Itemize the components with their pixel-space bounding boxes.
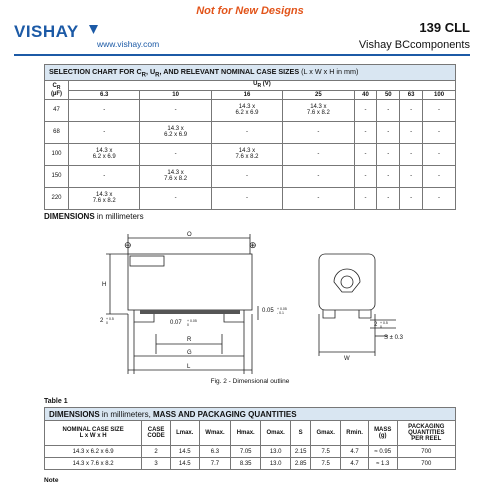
case-size-cell: -: [140, 187, 211, 209]
voltage-header: 40: [354, 90, 377, 99]
table-cell: 6.3: [199, 446, 231, 458]
selection-chart-table: [44, 64, 456, 210]
case-size-cell: 14.3 x 7.6 x 8.2: [211, 143, 282, 165]
label-s: S ± 0.3: [384, 335, 403, 341]
case-size-cell: -: [69, 165, 140, 187]
case-size-cell: -: [423, 99, 456, 121]
case-size-cell: -: [354, 143, 377, 165]
case-size-cell: -: [354, 165, 377, 187]
label-two-right: 2: [374, 322, 378, 328]
header-rule: [14, 54, 470, 56]
label-l: L: [187, 364, 191, 370]
case-size-cell: -: [423, 165, 456, 187]
case-size-cell: -: [400, 99, 423, 121]
case-size-cell: -: [377, 165, 400, 187]
not-for-new-designs-notice: Not for New Designs: [196, 5, 304, 17]
case-size-cell: -: [283, 165, 354, 187]
case-size-cell: -: [140, 99, 211, 121]
case-size-cell: -: [140, 143, 211, 165]
note-label: Note: [44, 477, 59, 484]
case-size-cell: -: [377, 143, 400, 165]
voltage-header: 16: [211, 90, 282, 99]
table-row: [45, 165, 456, 187]
table-row: [45, 143, 456, 165]
case-size-cell: -: [283, 121, 354, 143]
table1-label: Table 1: [44, 398, 68, 405]
table-cell: 7.05: [231, 446, 261, 458]
column-header: Rmin.: [341, 421, 369, 446]
column-header: MASS (g): [368, 421, 397, 446]
case-size-cell: 14.3 x 7.6 x 8.2: [283, 99, 354, 121]
minus-terminal-icon: ⊖: [124, 240, 132, 250]
case-size-cell: -: [211, 165, 282, 187]
label-r: R: [187, 337, 192, 343]
column-header: S: [291, 421, 311, 446]
label-g: G: [187, 350, 192, 356]
case-size-cell: -: [283, 187, 354, 209]
case-size-cell: -: [423, 121, 456, 143]
case-size-cell: 14.3 x 6.2 x 6.9: [211, 99, 282, 121]
case-size-cell: 14.3 x 6.2 x 6.9: [69, 143, 140, 165]
table-cell: 13.0: [261, 458, 291, 470]
document-title: 139 CLL: [419, 20, 470, 35]
case-size-cell: -: [377, 99, 400, 121]
case-size-cell: -: [283, 143, 354, 165]
table-cell: 8.35: [231, 458, 261, 470]
table-cell: 7.5: [311, 458, 341, 470]
voltage-header: 100: [423, 90, 456, 99]
table-cell: 14.3 x 6.2 x 6.9: [45, 446, 142, 458]
table-cell: 14.5: [170, 446, 199, 458]
ur-header: $U_R$ (V): [69, 81, 456, 90]
label-007-tol: + 0.05 0: [187, 319, 197, 327]
table-cell: 14.3 x 7.6 x 8.2: [45, 458, 142, 470]
table-row: [45, 446, 456, 458]
dimensions-mass-title: DIMENSIONS in millimeters, MASS AND PACKAGING QUANTITIES: [45, 408, 456, 421]
case-size-cell: -: [69, 99, 140, 121]
column-header: Lmax.: [170, 421, 199, 446]
table-cell: 2: [142, 446, 171, 458]
vishay-logo-triangle-icon: [89, 25, 98, 35]
plus-terminal-icon: ⊕: [249, 240, 257, 250]
dimensions-mass-table: [44, 407, 456, 470]
case-size-cell: -: [354, 121, 377, 143]
label-two-right-tol: + 0.5 0: [380, 321, 388, 329]
case-size-cell: -: [377, 121, 400, 143]
table-cell: 2.15: [291, 446, 311, 458]
dimensional-outline-drawing: [44, 224, 456, 384]
table-row: [45, 121, 456, 143]
cr-value: 220: [45, 187, 69, 209]
table-cell: 7.7: [199, 458, 231, 470]
column-header: Hmax.: [231, 421, 261, 446]
table-cell: ≈ 1.3: [368, 458, 397, 470]
dimensions-heading: DIMENSIONS in millimeters: [44, 212, 144, 221]
case-size-cell: -: [423, 187, 456, 209]
cr-header: $C_R$ (µF): [45, 81, 69, 99]
table-cell: 3: [142, 458, 171, 470]
figure-caption: Fig. 2 - Dimensional outline: [210, 378, 290, 385]
table-cell: 14.5: [170, 458, 199, 470]
case-size-cell: 14.3 x 6.2 x 6.9: [140, 121, 211, 143]
case-size-cell: -: [211, 187, 282, 209]
column-header: Wmax.: [199, 421, 231, 446]
case-size-cell: -: [377, 187, 400, 209]
case-size-cell: -: [354, 99, 377, 121]
case-size-cell: -: [400, 187, 423, 209]
cr-value: 68: [45, 121, 69, 143]
case-size-cell: -: [400, 121, 423, 143]
table-cell: 4.7: [341, 446, 369, 458]
column-header: NOMINAL CASE SIZE L x W x H: [45, 421, 142, 446]
case-size-cell: -: [354, 187, 377, 209]
label-two-left: 2: [100, 318, 104, 324]
case-size-cell: 14.3 x 7.6 x 8.2: [140, 165, 211, 187]
label-005-tol: + 0.05 - 0.1: [277, 307, 287, 315]
label-o: O: [187, 232, 192, 238]
voltage-header: 6.3: [69, 90, 140, 99]
label-two-left-tol: + 0.5 0: [106, 317, 114, 325]
label-007: 0.07: [170, 320, 182, 326]
label-h: H: [102, 282, 107, 288]
table-cell: 700: [397, 458, 455, 470]
voltage-header: 10: [140, 90, 211, 99]
voltage-header: 25: [283, 90, 354, 99]
column-header: Omax.: [261, 421, 291, 446]
vishay-logo: VISHAY: [14, 22, 79, 41]
label-005: 0.05: [262, 308, 274, 314]
case-size-cell: -: [211, 121, 282, 143]
website-url[interactable]: www.vishay.com: [97, 39, 160, 49]
table-cell: 13.0: [261, 446, 291, 458]
voltage-header: 63: [400, 90, 423, 99]
table-cell: 2.85: [291, 458, 311, 470]
case-size-cell: -: [423, 143, 456, 165]
table-row: [45, 187, 456, 209]
case-size-cell: -: [69, 121, 140, 143]
column-header: PACKAGING QUANTITIES PER REEL: [397, 421, 455, 446]
label-w: W: [344, 356, 350, 362]
case-size-cell: -: [400, 165, 423, 187]
cr-value: 150: [45, 165, 69, 187]
cr-value: 100: [45, 143, 69, 165]
table-cell: ≈ 0.95: [368, 446, 397, 458]
column-header: CASE CODE: [142, 421, 171, 446]
cr-value: 47: [45, 99, 69, 121]
selection-chart-title: SELECTION CHART FOR $C_R$, $U_R$, AND RELEVANT NOMINAL CASE SIZES (L x W x H in mm): [45, 65, 456, 81]
voltage-header: 50: [377, 90, 400, 99]
table-row: [45, 99, 456, 121]
table-cell: 4.7: [341, 458, 369, 470]
case-size-cell: -: [400, 143, 423, 165]
table-cell: 7.5: [311, 446, 341, 458]
document-subtitle: Vishay BCcomponents: [358, 39, 470, 51]
case-size-cell: 14.3 x 7.6 x 8.2: [69, 187, 140, 209]
table-cell: 700: [397, 446, 455, 458]
table-row: [45, 458, 456, 470]
column-header: Gmax.: [311, 421, 341, 446]
